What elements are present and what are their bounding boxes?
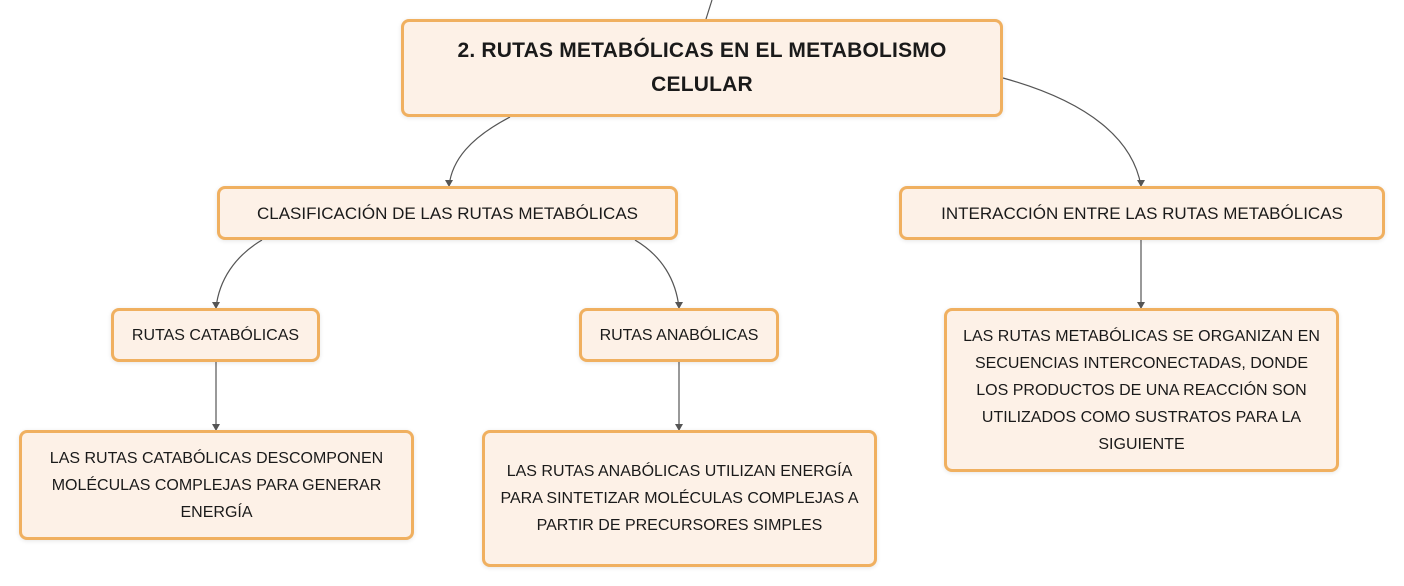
connector-incoming-root <box>706 0 712 19</box>
subtopic-anabolicas-node[interactable] <box>579 308 779 362</box>
root-topic-node[interactable] <box>401 19 1003 117</box>
connector-root-to-interaccion <box>1003 78 1141 186</box>
leaf-interaccion-text: LAS RUTAS METABÓLICAS SE ORGANIZAN EN SECUENCIAS INTERCONECTADAS, DONDE LOS PRODUCTOS DE UNA REACCIÓN SON UTILIZADOS COMO SUSTRATOS PARA LA SIGUIENTE <box>963 327 1320 453</box>
leaf-interaccion-node[interactable] <box>944 308 1339 472</box>
leaf-anabolicas-text: LAS RUTAS ANABÓLICAS UTILIZAN ENERGÍA PARA SINTETIZAR MOLÉCULAS COMPLEJAS A PARTIR DE PRECURSORES SIMPLES <box>500 463 859 534</box>
subtopic-interaccion-node[interactable] <box>899 186 1385 240</box>
subtopic-catabolicas-node[interactable] <box>111 308 320 362</box>
root-topic-label: 2. RUTAS METABÓLICAS EN EL METABOLISMO CELULAR <box>457 39 947 96</box>
subtopic-interaccion-label: INTERACCIÓN ENTRE LAS RUTAS METABÓLICAS <box>941 203 1343 223</box>
connector-clasificacion-to-catabolicas <box>216 240 262 308</box>
leaf-catabolicas-node[interactable] <box>19 430 414 540</box>
leaf-catabolicas-text: LAS RUTAS CATABÓLICAS DESCOMPONEN MOLÉCULAS COMPLEJAS PARA GENERAR ENERGÍA <box>49 449 384 521</box>
subtopic-clasificacion-label: CLASIFICACIÓN DE LAS RUTAS METABÓLICAS <box>256 203 638 223</box>
subtopic-catabolicas-label: RUTAS CATABÓLICAS <box>131 326 300 344</box>
connector-clasificacion-to-anabolicas <box>635 240 679 308</box>
connector-root-to-clasificacion <box>449 117 510 186</box>
subtopic-anabolicas-label: RUTAS ANABÓLICAS <box>599 326 759 344</box>
leaf-anabolicas-node[interactable] <box>482 430 877 567</box>
subtopic-clasificacion-node[interactable] <box>217 186 678 240</box>
